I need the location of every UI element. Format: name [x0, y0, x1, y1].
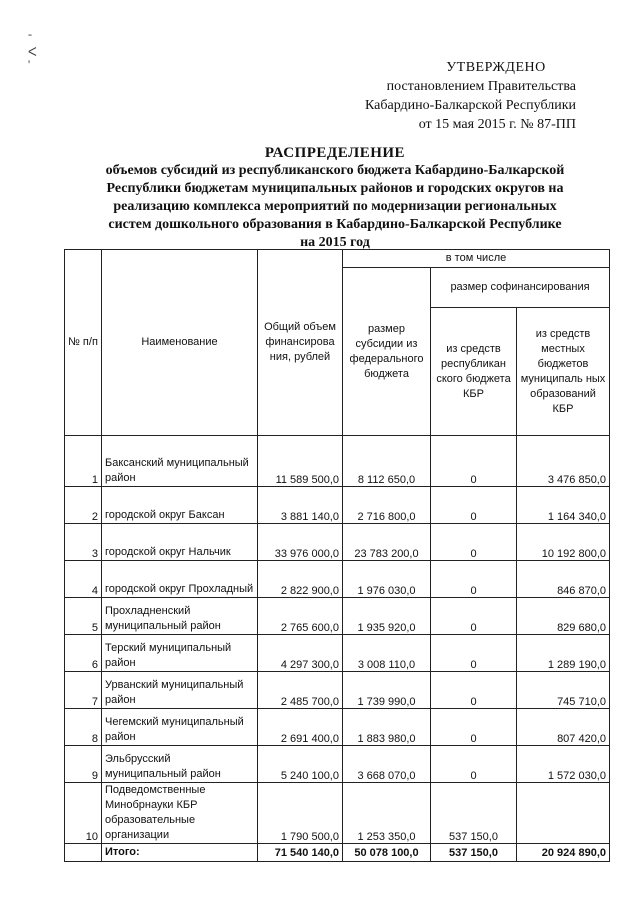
row-number: 6	[65, 635, 102, 672]
row-local: 10 192 800,0	[517, 524, 610, 561]
row-local: 1 572 030,0	[517, 746, 610, 783]
row-name: городской округ Нальчик	[102, 524, 258, 561]
row-total: 2 765 600,0	[258, 598, 343, 635]
approval-line: постановлением Правительства	[386, 79, 576, 94]
row-name: Эльбрусский муниципальный район	[102, 746, 258, 783]
row-republic: 0	[431, 709, 517, 746]
row-federal: 1 253 350,0	[343, 783, 431, 844]
row-federal: 23 783 200,0	[343, 524, 431, 561]
col-header-local: из средств местных бюджетов муниципаль ных образований КБР	[517, 308, 610, 436]
corner-marks	[28, 28, 37, 70]
row-total: 5 240 100,0	[258, 746, 343, 783]
total-num	[65, 844, 102, 862]
col-header-name: Наименование	[102, 250, 258, 436]
row-name: Чегемский муниципальный район	[102, 709, 258, 746]
distribution-table	[64, 249, 610, 862]
row-name: Прохладненский муниципальный район	[102, 598, 258, 635]
document-title	[60, 144, 610, 252]
row-local: 846 870,0	[517, 561, 610, 598]
row-republic: 0	[431, 598, 517, 635]
title-line: объемов субсидий из республиканского бюджета Кабардино-Балкарской	[105, 163, 565, 178]
row-name: Терский муниципальный район	[102, 635, 258, 672]
row-federal: 1 883 980,0	[343, 709, 431, 746]
row-republic: 0	[431, 561, 517, 598]
approval-heading: УТВЕРЖДЕНО	[446, 60, 546, 75]
row-total: 2 485 700,0	[258, 672, 343, 709]
approval-line: Кабардино-Балкарской Республики	[365, 98, 576, 113]
total-sum: 71 540 140,0	[258, 844, 343, 862]
row-number: 4	[65, 561, 102, 598]
row-name: Баксанский муниципальный район	[102, 436, 258, 487]
title-main: РАСПРЕДЕЛЕНИЕ	[264, 145, 406, 161]
row-total: 2 822 900,0	[258, 561, 343, 598]
row-number: 7	[65, 672, 102, 709]
row-local: 1 164 340,0	[517, 487, 610, 524]
row-republic: 0	[431, 487, 517, 524]
title-line: систем дошкольного образования в Кабардино-Балкарской Республике	[108, 217, 562, 232]
col-header-federal: размер субсидии из федерального бюджета	[343, 268, 431, 436]
row-republic: 0	[431, 635, 517, 672]
table-row	[65, 672, 610, 709]
corner-mark: '	[28, 57, 31, 71]
row-republic: 0	[431, 672, 517, 709]
row-number: 10	[65, 783, 102, 844]
table-row	[65, 598, 610, 635]
total-local: 20 924 890,0	[517, 844, 610, 862]
table-row	[65, 561, 610, 598]
row-total: 11 589 500,0	[258, 436, 343, 487]
row-local: 3 476 850,0	[517, 436, 610, 487]
row-federal: 3 008 110,0	[343, 635, 431, 672]
col-header-republic: из средств республикан ского бюджета КБР	[431, 308, 517, 436]
col-header-num: № п/п	[65, 250, 102, 436]
row-local: 829 680,0	[517, 598, 610, 635]
row-federal: 8 112 650,0	[343, 436, 431, 487]
row-total: 33 976 000,0	[258, 524, 343, 561]
row-federal: 3 668 070,0	[343, 746, 431, 783]
col-header-cofinancing: размер софинансирования	[431, 268, 610, 308]
row-federal: 1 935 920,0	[343, 598, 431, 635]
row-total: 4 297 300,0	[258, 635, 343, 672]
row-name: городской округ Баксан	[102, 487, 258, 524]
row-federal: 2 716 800,0	[343, 487, 431, 524]
row-number: 1	[65, 436, 102, 487]
total-republic: 537 150,0	[431, 844, 517, 862]
title-line: на 2015 год	[300, 235, 370, 250]
table-row	[65, 436, 610, 487]
row-name: Урванский муниципальный район	[102, 672, 258, 709]
row-local: 1 289 190,0	[517, 635, 610, 672]
row-local	[517, 783, 610, 844]
table-body	[65, 436, 610, 862]
approval-block	[365, 58, 576, 134]
table-row	[65, 487, 610, 524]
title-line: реализацию комплекса мероприятий по модернизации региональных	[113, 199, 557, 214]
row-republic: 537 150,0	[431, 783, 517, 844]
corner-mark: -	[28, 27, 32, 41]
row-total: 2 691 400,0	[258, 709, 343, 746]
col-header-total: Общий объем финансирова ния, рублей	[258, 250, 343, 436]
row-number: 3	[65, 524, 102, 561]
row-federal: 1 739 990,0	[343, 672, 431, 709]
total-row	[65, 844, 610, 862]
table-row	[65, 783, 610, 844]
row-republic: 0	[431, 746, 517, 783]
col-header-including: в том числе	[343, 250, 610, 268]
total-label: Итого:	[102, 844, 258, 862]
row-number: 5	[65, 598, 102, 635]
approval-line: от 15 мая 2015 г. № 87-ПП	[418, 117, 576, 132]
table-row	[65, 524, 610, 561]
row-total: 3 881 140,0	[258, 487, 343, 524]
title-line: Республики бюджетам муниципальных районов и городских округов на	[106, 181, 564, 196]
row-number: 2	[65, 487, 102, 524]
row-number: 8	[65, 709, 102, 746]
row-total: 1 790 500,0	[258, 783, 343, 844]
corner-mark: ᐸ	[28, 45, 37, 59]
table-row	[65, 709, 610, 746]
row-republic: 0	[431, 436, 517, 487]
row-number: 9	[65, 746, 102, 783]
row-local: 807 420,0	[517, 709, 610, 746]
row-name: городской округ Прохладный	[102, 561, 258, 598]
row-federal: 1 976 030,0	[343, 561, 431, 598]
row-republic: 0	[431, 524, 517, 561]
row-name: Подведомственные Минобрнауки КБР образовательные организации	[102, 783, 258, 844]
total-federal: 50 078 100,0	[343, 844, 431, 862]
table-row	[65, 635, 610, 672]
table-row	[65, 746, 610, 783]
row-local: 745 710,0	[517, 672, 610, 709]
